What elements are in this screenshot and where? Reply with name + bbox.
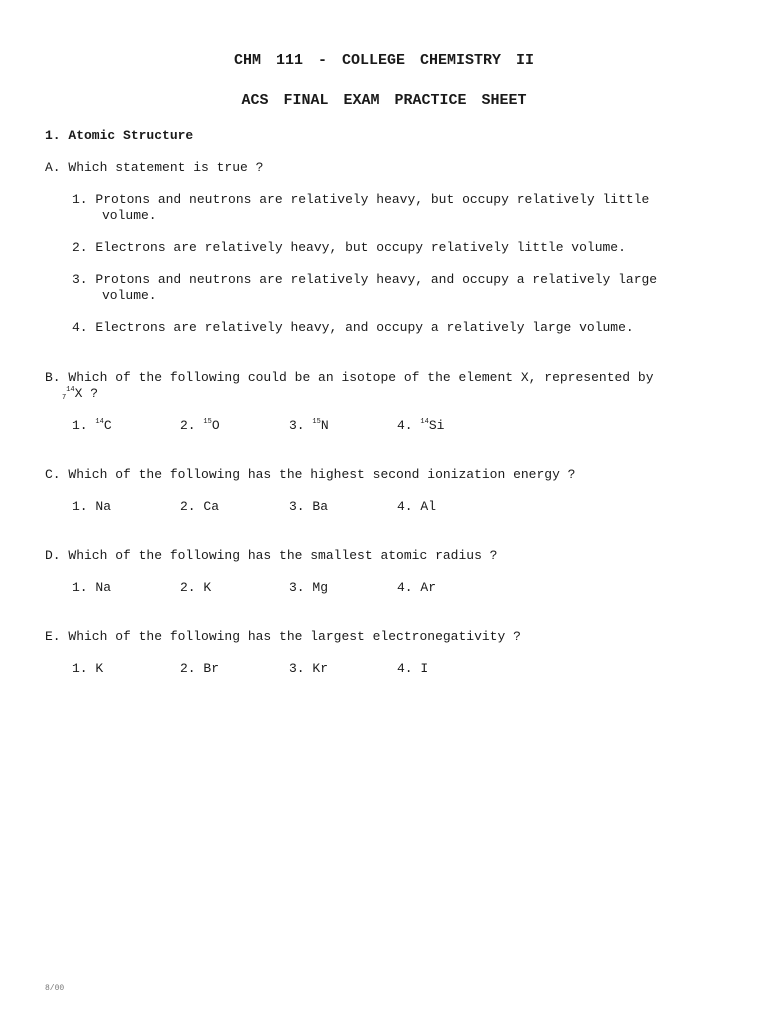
section-heading: 1. Atomic Structure: [45, 128, 194, 143]
document-title: CHM 111 - COLLEGE CHEMISTRY II: [233, 52, 535, 69]
question-c-stem: C. Which of the following has the highest second ionization energy ?: [45, 467, 576, 482]
question-b-option-3: 3. $^{15}$N: [289, 418, 329, 433]
footer-code: 8/00: [45, 984, 65, 993]
question-c-option-4: 4. Al: [397, 499, 437, 514]
question-e-option-1: 1. K: [72, 661, 104, 676]
question-b-stem: B. Which of the following could be an isotope of the element X, represented by: [45, 370, 654, 385]
question-c-option-2: 2. Ca: [180, 499, 220, 514]
question-d-option-3: 3. Mg: [289, 580, 329, 595]
question-e-option-3: 3. Kr: [289, 661, 329, 676]
question-d-stem: D. Which of the following has the smallest atomic radius ?: [45, 548, 498, 563]
question-c-option-3: 3. Ba: [289, 499, 329, 514]
question-e-stem: E. Which of the following has the largest electronegativity ?: [45, 629, 521, 644]
question-b-option-2: 2. $^{15}$O: [180, 418, 220, 433]
question-a-option-1-continued: volume.: [102, 208, 157, 223]
question-a-option-1: 1. Protons and neutrons are relatively heavy, but occupy relatively little: [72, 192, 650, 207]
question-d-option-2: 2. K: [180, 580, 212, 595]
question-a-option-4: 4. Electrons are relatively heavy, and occupy a relatively large volume.: [72, 320, 634, 335]
question-a-option-3: 3. Protons and neutrons are relatively heavy, and occupy a relatively large: [72, 272, 658, 287]
question-c-option-1: 1. Na: [72, 499, 112, 514]
document-subtitle: ACS FINAL EXAM PRACTICE SHEET: [241, 92, 527, 109]
question-a-stem: A. Which statement is true ?: [45, 160, 264, 175]
question-a-option-3-continued: volume.: [102, 288, 157, 303]
question-b-option-4: 4. $^{14}$Si: [397, 418, 445, 433]
question-e-option-4: 4. I: [397, 661, 429, 676]
question-b-stem-isotope: $_7^{14}$X ?: [62, 386, 99, 402]
question-a-option-2: 2. Electrons are relatively heavy, but occupy relatively little volume.: [72, 240, 626, 255]
question-e-option-2: 2. Br: [180, 661, 220, 676]
question-b-option-1: 1. $^{14}$C: [72, 418, 112, 433]
question-d-option-1: 1. Na: [72, 580, 112, 595]
question-d-option-4: 4. Ar: [397, 580, 437, 595]
